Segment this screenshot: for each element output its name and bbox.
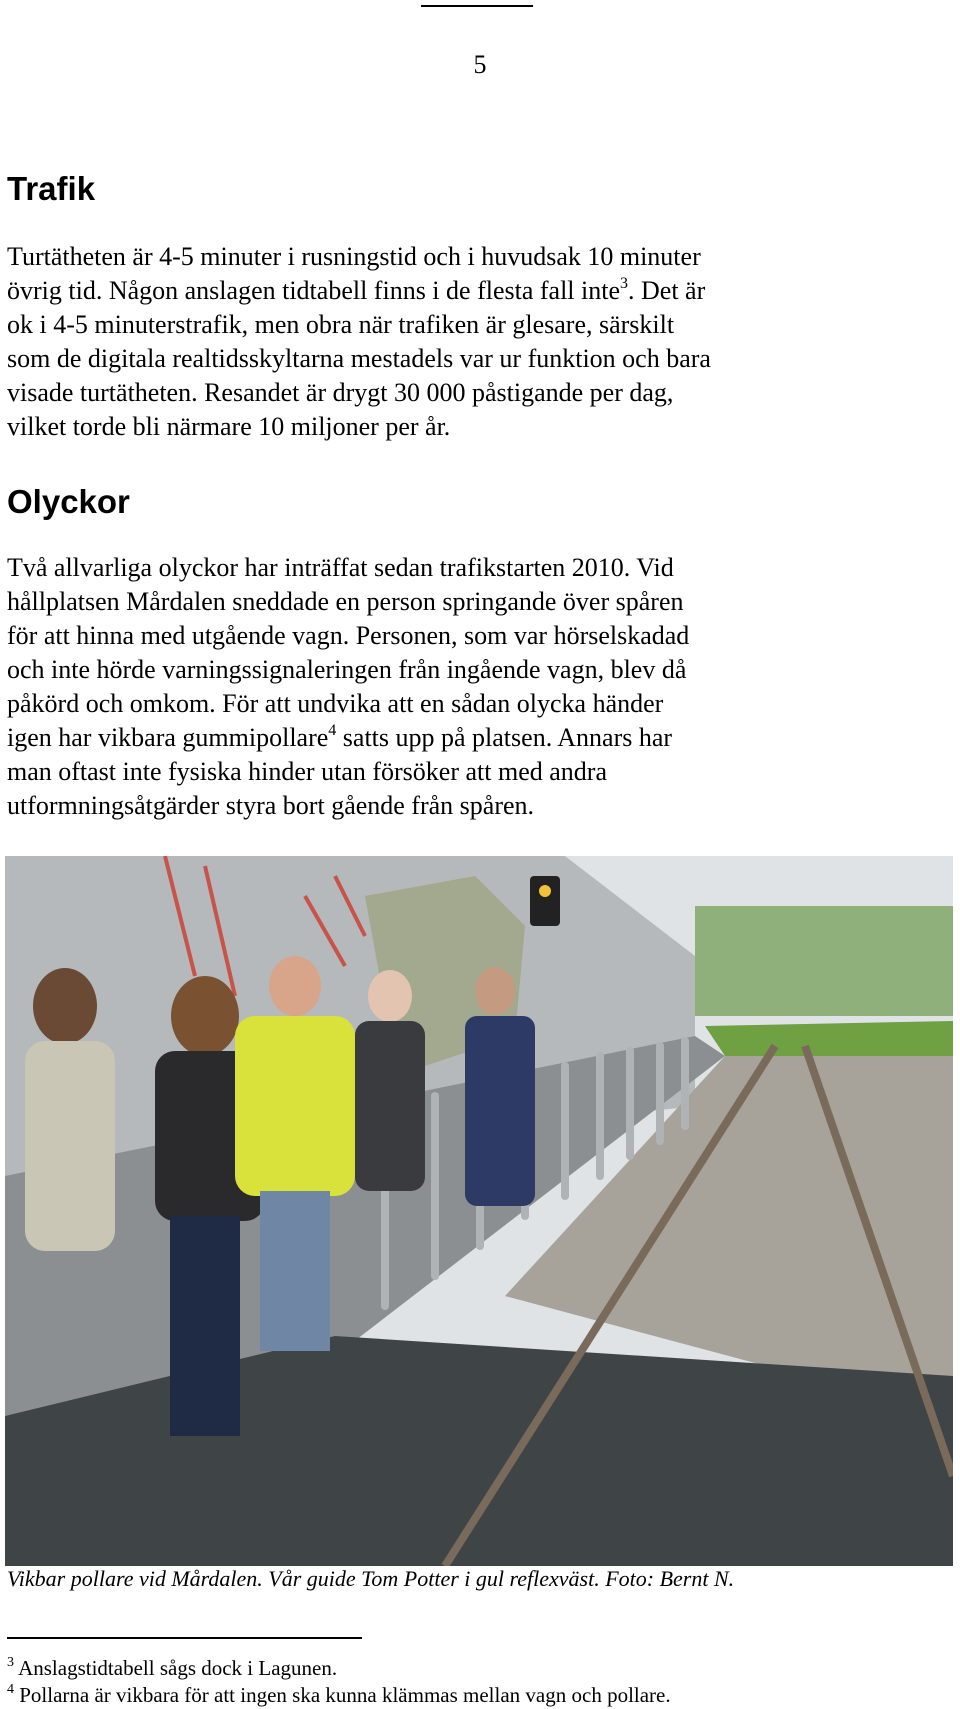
footnote-ref-3[interactable]: 3 [620,275,629,292]
text-line [7,721,947,755]
text-line: för att hinna med utgående vagn. Personen, som var hörselskadad [7,621,690,650]
text-line [7,274,947,308]
text-line: ok i 4-5 minuterstrafik, men obra när trafiken är glesare, särskilt [7,310,675,339]
footnote-rule [7,1637,362,1639]
figure-caption: Vikbar pollare vid Mårdalen. Vår guide Tom Potter i gul reflexväst. Foto: Bernt N. [7,1566,735,1591]
footnote-ref-4[interactable]: 4 [328,722,337,739]
photo-bollards-mardalen [5,856,953,1566]
footnote-4 [7,1683,671,1708]
footnote-text: Pollarna är vikbara för att ingen ska kunna klämmas mellan vagn och pollare. [19,1683,671,1707]
photo-signal-lamp [539,885,551,897]
footnote-mark: 3 [7,1655,14,1670]
text-line: vilket torde bli närmare 10 miljoner per år. [7,412,451,441]
text-line: man oftast inte fysiska hinder utan försöker att med andra [7,757,607,786]
paragraph-olyckor [7,551,947,823]
text-line: Två allvarliga olyckor har inträffat sedan trafikstarten 2010. Vid [7,553,674,582]
text-line: visade turtätheten. Resandet är drygt 30 000 påstigande per dag, [7,378,674,407]
text-line: påkörd och omkom. För att undvika att en sådan olycka händer [7,689,664,718]
text-segment: . Det är [628,276,706,305]
text-segment: övrig tid. Någon anslagen tidtabell finns i de flesta fall inte [7,276,621,305]
text-line: och inte hörde varningssignaleringen från ingående vagn, blev då [7,655,687,684]
text-line: Turtätheten är 4-5 minuter i rusningstid och i huvudsak 10 minuter [7,242,701,271]
footnote-text: Anslagstidtabell sågs dock i Lagunen. [18,1656,338,1680]
section-heading-trafik: Trafik [7,170,96,207]
footnote-mark: 4 [7,1682,14,1697]
photo-illustration [5,856,953,1566]
photo-signal-light [530,876,560,926]
section-heading-olyckor: Olyckor [7,483,130,520]
text-line: hållplatsen Mårdalen sneddade en person springande över spåren [7,587,684,616]
paragraph-trafik [7,240,947,444]
text-line: utformningsåtgärder styra bort gående från spåren. [7,791,535,820]
header-rule [421,5,533,7]
footnote-3 [7,1656,337,1681]
text-segment: satts upp på platsen. Annars har [336,723,673,752]
text-line: som de digitala realtidsskyltarna mestadels var ur funktion och bara [7,344,711,373]
page-number: 5 [473,50,487,79]
text-segment: igen har vikbara gummipollare [7,723,329,752]
photo-trees [695,906,953,1016]
